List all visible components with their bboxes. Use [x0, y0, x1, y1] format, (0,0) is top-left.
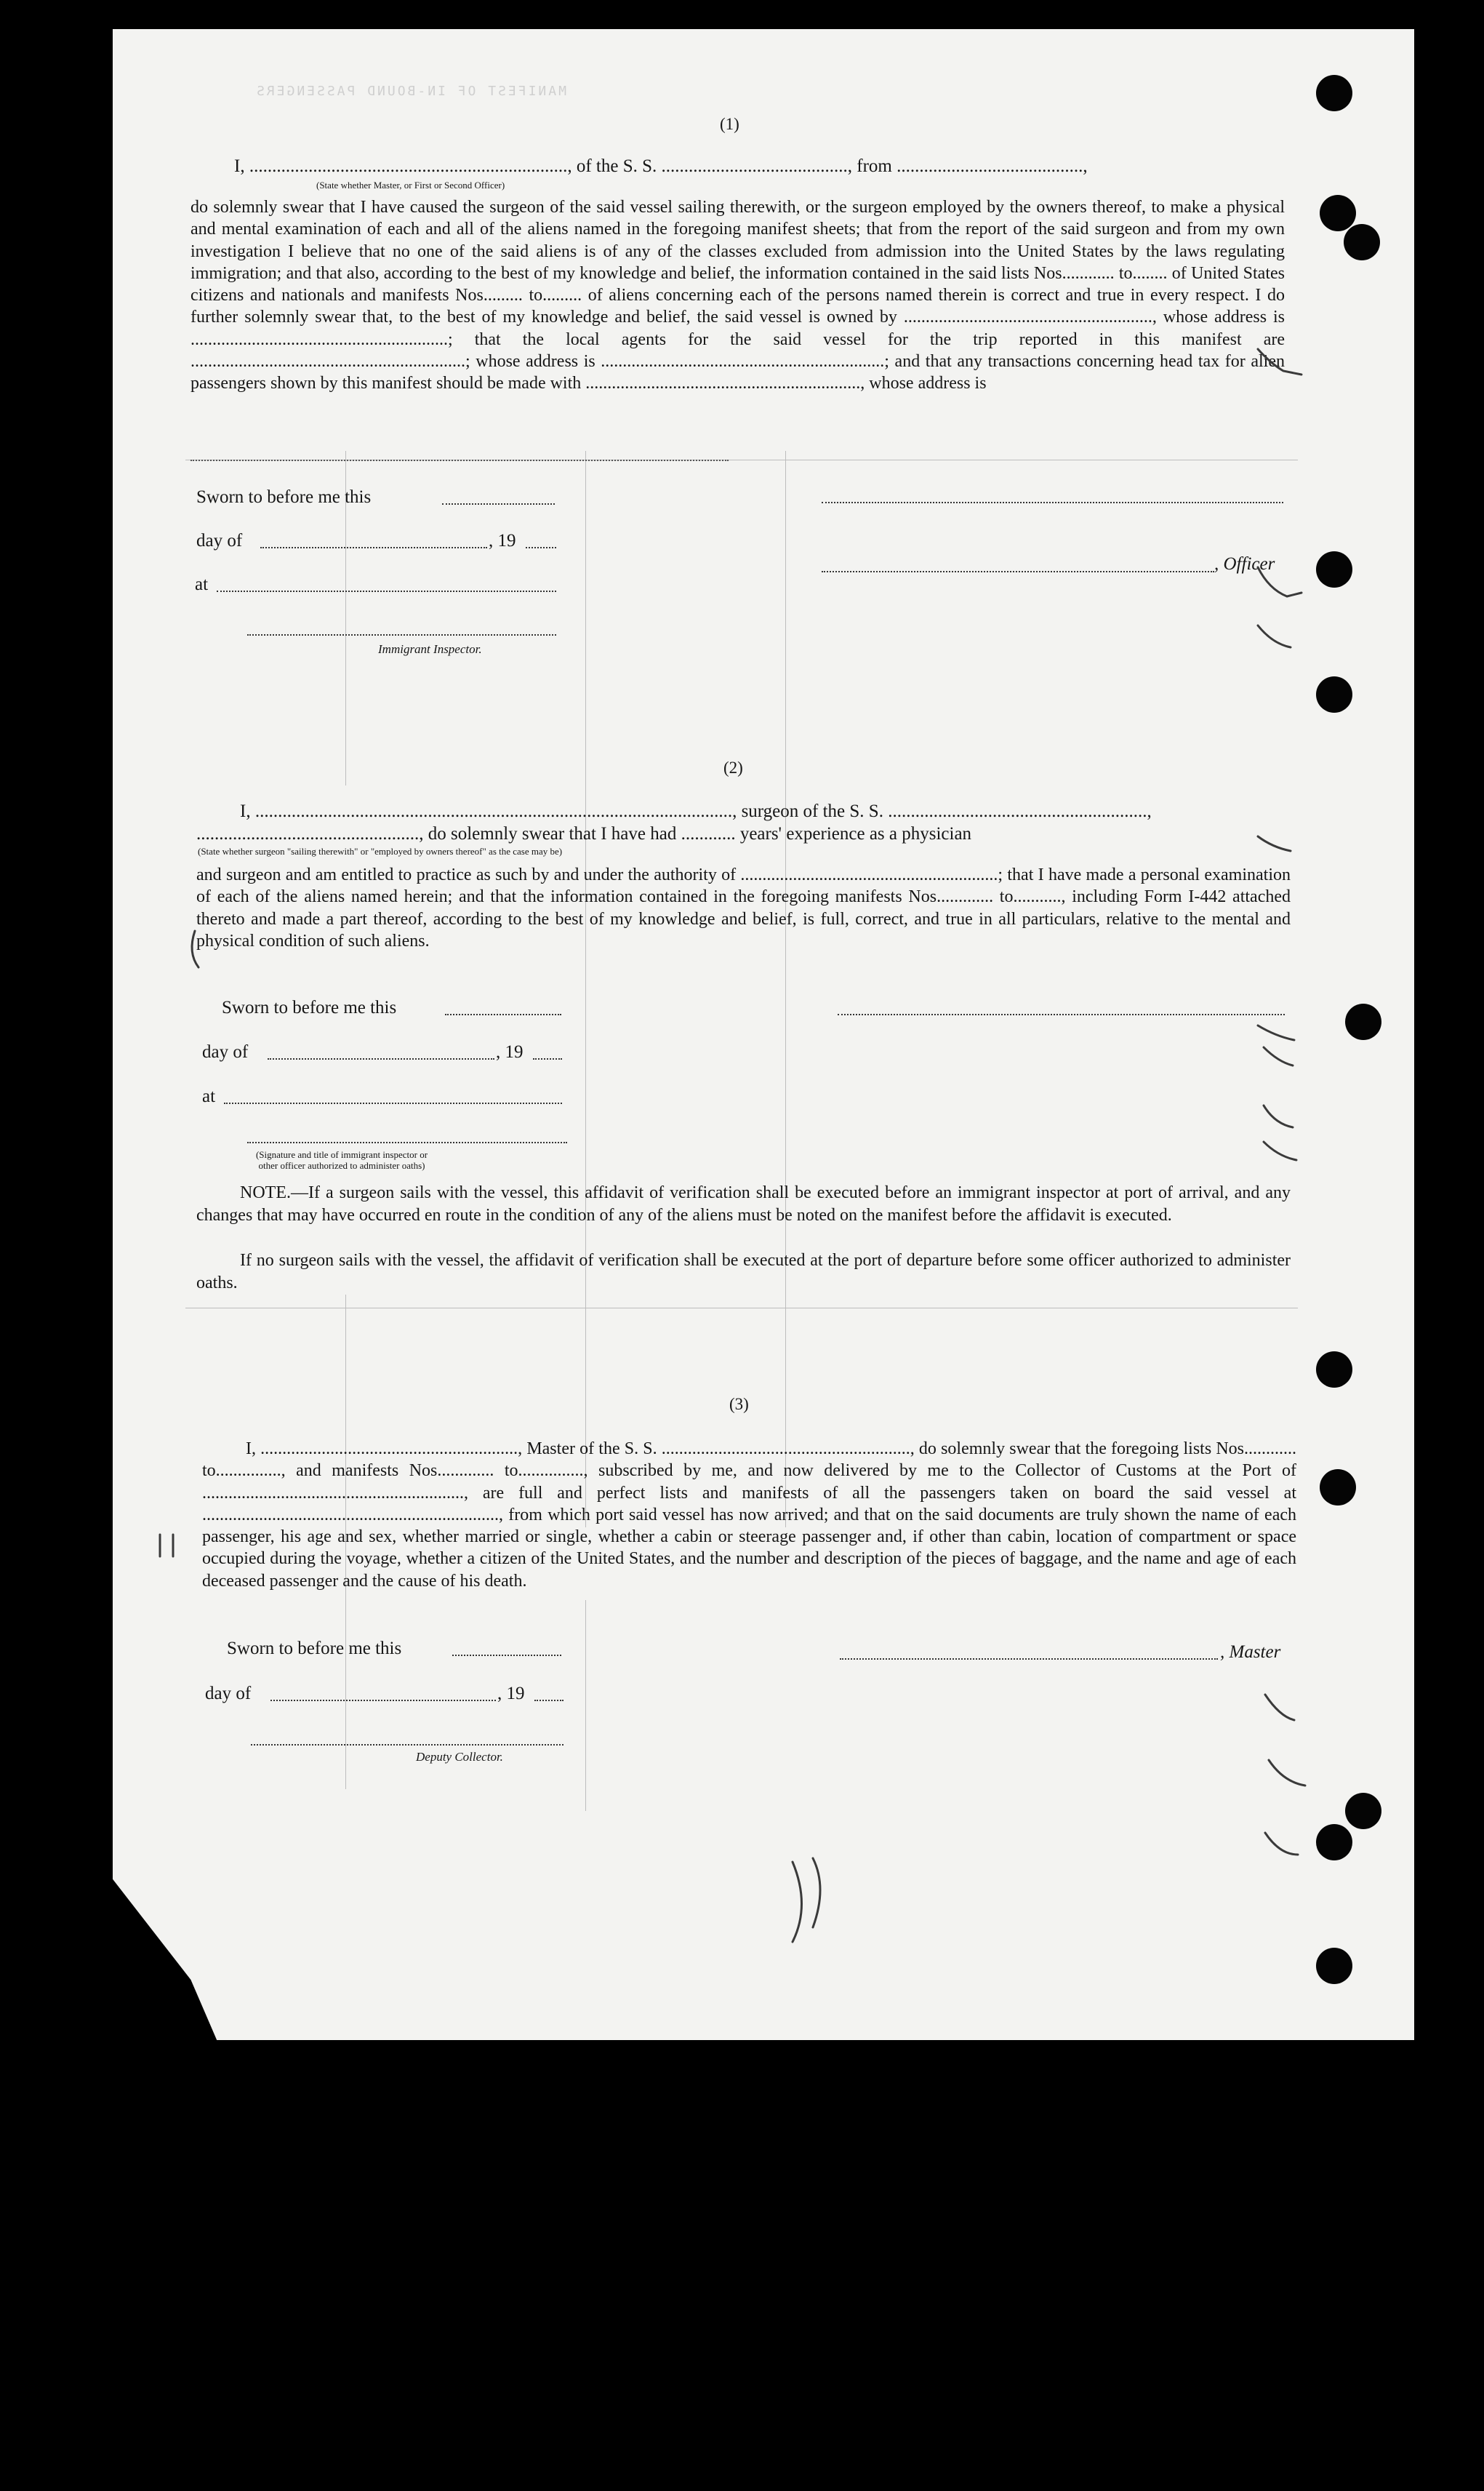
surgeon-first-line: I, ........................................................................................................., surgeon of the S. S. ........................................................., — [240, 801, 1152, 821]
section-number: (2) — [723, 759, 743, 777]
binder-hole — [1316, 1948, 1352, 1984]
collector-caption: Deputy Collector. — [416, 1750, 503, 1764]
day-label: day of — [202, 1042, 249, 1062]
binder-hole — [1320, 195, 1356, 231]
inspector-caption: Immigrant Inspector. — [378, 642, 482, 656]
sworn-label: Sworn to before me this — [196, 487, 372, 507]
section-number: (3) — [729, 1395, 749, 1413]
surgeon-note: NOTE.—If a surgeon sails with the vessel, this affidavit of verification shall be executed before an immigrant inspector at port of arrival, and any changes that may have occurred en route in the condition of any of the aliens must be noted on the manifest before the affidavit is executed. — [196, 1183, 1291, 1225]
surgeon-affidavit-text: and surgeon and am entitled to practice as such by and under the authority of ...........................................................; that I have made a personal examination of each of the aliens named herein; and that the information contained in the foregoing manifests Nos............. to..........., including Form I-442 attached thereto and made a part thereof, according to the best of my knowledge and belief, is full, correct, and true in all particulars, relative to the mental and physical condition of such aliens. — [196, 865, 1291, 951]
binder-hole — [1316, 1351, 1352, 1388]
at-label: at — [202, 1087, 216, 1106]
sworn-label: Sworn to before me this — [222, 998, 397, 1017]
binder-hole — [1316, 75, 1352, 111]
surgeon-note-2: If no surgeon sails with the vessel, the affidavit of verification shall be executed at the port of departure before some officer authorized to administer oaths. — [196, 1251, 1291, 1292]
master-affidavit-text: do solemnly swear that I have caused the surgeon of the said vessel sailing therewith, or the surgeon employed by the owners thereof, to make a physical and mental examination of each and all of the aliens named in the foregoing manifest sheets; that from the report of the said surgeon and from my own investigation I believe that no one of the said aliens is of any of the classes excluded from admission into the United States by the laws regulating immigration; and that also, according to the best of my knowledge and belief, the information contained in the said lists Nos............ to........ of United States citizens and nationals and manifests Nos......... to......... of aliens concerning each of the persons named therein is correct and true in every respect. I do further solemnly swear that, to the best of my knowledge and belief, the said vessel is owned by ........................................................., whose address is ...........................................................; that the local agents for the said vessel for the trip reported in this manifest are ...............................................................; whose address is .................................................................; and that any transactions concerning head tax for alien passengers shown by this manifest should be made with ..............................................................., whose address is — [190, 198, 1285, 393]
surgeon-second-line: ................................................., do solemnly swear that I have had ............ years' experience as a physician — [196, 824, 972, 844]
binder-hole — [1345, 1004, 1381, 1040]
bleed-through-header: MANIFEST OF IN-BOUND PASSENGERS — [254, 84, 566, 99]
master-caption: , Master — [1220, 1642, 1281, 1662]
binder-hole — [1316, 551, 1352, 588]
at-label: at — [195, 575, 209, 594]
binder-hole — [1316, 1824, 1352, 1860]
master-manifest-affidavit-text: I, ..........................................................., Master of the S. S. ........................................................., do solemnly swear that the foregoing lists Nos............ to..............., and manifests Nos............. to..............., subscribed by me, and now delivered by me to the Collector of Customs at the Port of ............................................................, are full and perfect lists and manifests of all the passengers taken on board the said vessel at ...................................................................., from which port said vessel has now arrived; and that on the said documents are truly shown the name of each passenger, his age and sex, whether married or single, whether a cabin or steerage passenger and, if other than cabin, location of compartment or space occupied during the voyage, whether a citizen of the United States, and the number and description of the pieces of baggage, and the name and age of each deceased passenger and the cause of his death. — [202, 1439, 1296, 1591]
year-label: , 19 — [489, 531, 516, 551]
officer-caption: , Officer — [1214, 554, 1275, 574]
year-label: , 19 — [496, 1042, 524, 1062]
affidavit-first-line: I, ......................................................................, of the S. S. ........................................., from ........................................., — [234, 156, 1088, 176]
binder-hole — [1320, 1469, 1356, 1506]
binder-hole — [1316, 676, 1352, 713]
officer-rank-hint: (State whether Master, or First or Second Officer) — [316, 180, 505, 191]
day-label: day of — [205, 1684, 252, 1703]
binder-hole — [1344, 224, 1380, 260]
year-label: , 19 — [497, 1684, 525, 1703]
binder-hole — [1345, 1793, 1381, 1829]
signature-caption: (Signature and title of immigrant inspector or other officer authorized to administer oaths) — [255, 1149, 428, 1171]
sworn-label: Sworn to before me this — [227, 1639, 402, 1658]
day-label: day of — [196, 531, 243, 551]
surgeon-status-hint: (State whether surgeon "sailing therewith" or "employed by owners thereof" as the case may be) — [198, 846, 563, 857]
section-number: (1) — [720, 115, 739, 133]
